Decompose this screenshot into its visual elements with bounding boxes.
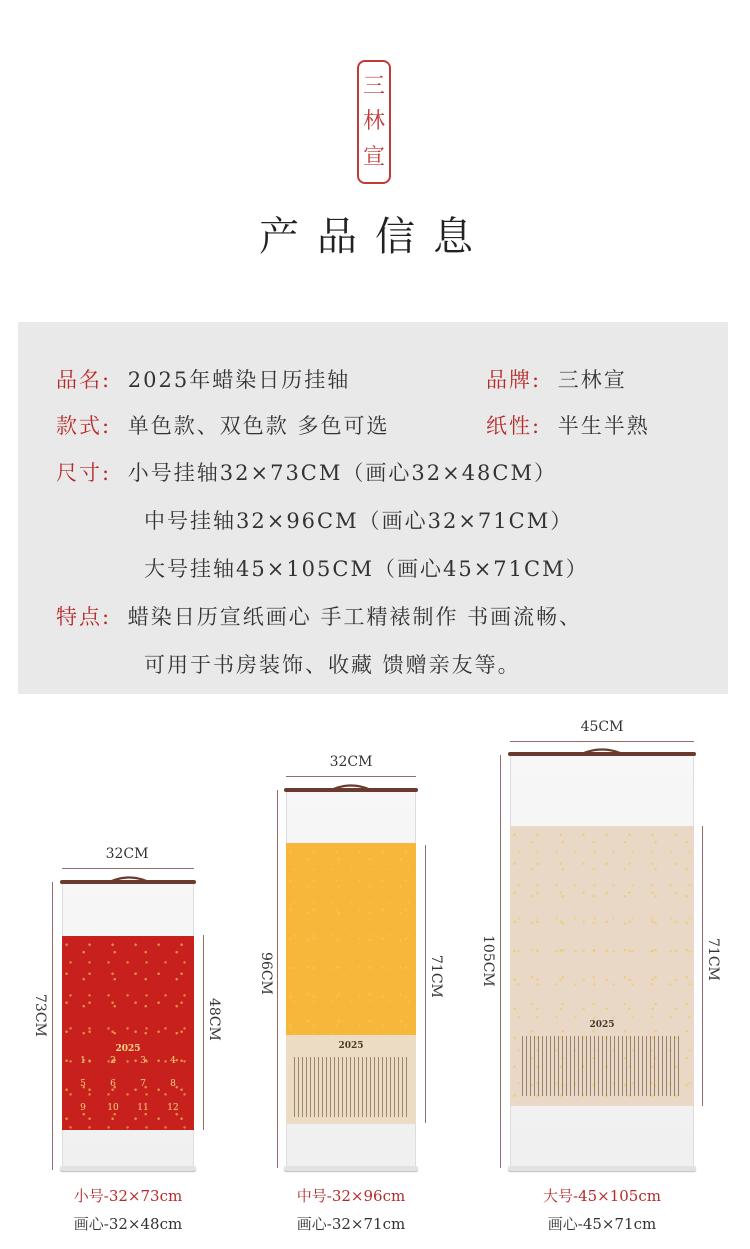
size-row (56, 457, 557, 487)
medium-height-label: 96CM (258, 952, 274, 995)
large-calendar-grid (522, 1036, 682, 1096)
paper-label: 纸性: (486, 414, 542, 438)
style-label: 款式: (56, 414, 112, 438)
feature-line-1: 蜡染日历宣纸画心 手工精裱制作 书画流畅、 (127, 605, 583, 629)
month-9: 9 (80, 1102, 86, 1113)
page-title: 产品信息 (259, 214, 491, 260)
medium-width-label: 32CM (329, 754, 373, 770)
small-core-label: 48CM (206, 998, 222, 1041)
size-label: 尺寸: (56, 461, 112, 485)
feature-line-2: 可用于书房装饰、收藏 馈赠亲友等。 (144, 653, 521, 677)
brand-value: 三林宣 (557, 368, 627, 392)
medium-width-line (286, 776, 416, 777)
name-value: 2025年蜡染日历挂轴 (127, 368, 351, 392)
feature-label: 特点: (56, 605, 112, 629)
small-height-label: 73CM (32, 994, 48, 1037)
large-core-label: 71CM (705, 938, 721, 981)
small-bottom-rod (60, 1166, 196, 1171)
large-bottom-rod (508, 1166, 696, 1171)
paper-value: 半生半熟 (557, 414, 650, 438)
size-medium-row (144, 505, 573, 535)
large-height-line (500, 755, 501, 1168)
small-width-line (62, 868, 194, 869)
seal-char-2: 林 (362, 109, 385, 134)
medium-core-fill (286, 843, 416, 1035)
product-info-panel (18, 322, 728, 694)
month-11: 11 (137, 1102, 149, 1113)
paper-row (486, 410, 650, 440)
medium-caption-size: 中号-32×96cm (296, 1187, 406, 1205)
small-width-label: 32CM (105, 846, 149, 862)
large-scroll-core (510, 826, 694, 1106)
medium-bottom-rod (284, 1166, 418, 1171)
name-label: 品名: (56, 368, 112, 392)
month-6: 6 (110, 1079, 116, 1090)
large-height-label: 105CM (480, 935, 496, 987)
medium-core-line (425, 845, 426, 1123)
large-width-label: 45CM (580, 719, 624, 735)
brand-label: 品牌: (486, 368, 542, 392)
month-1: 1 (80, 1056, 86, 1066)
seal-char-3: 宣 (362, 144, 385, 170)
month-8: 8 (170, 1079, 176, 1090)
style-value: 单色款、双色款 多色可选 (127, 414, 390, 438)
size-large: 大号挂轴45×105CM（画心45×71CM） (144, 557, 589, 581)
feature-line-2-row (144, 649, 521, 679)
medium-calendar-area (286, 1035, 416, 1124)
name-row (56, 364, 350, 394)
month-5: 5 (80, 1079, 86, 1090)
month-10: 10 (107, 1102, 119, 1113)
medium-scroll-core (286, 843, 416, 1124)
month-2: 2 (110, 1056, 116, 1066)
small-height-line (52, 882, 53, 1170)
small-scroll-core (62, 936, 194, 1130)
medium-calendar-grid (294, 1057, 408, 1117)
style-row (56, 410, 389, 440)
size-large-row (144, 553, 589, 583)
medium-height-line (277, 790, 278, 1168)
large-caption-size: 大号-45×105cm (543, 1187, 661, 1205)
month-7: 7 (140, 1079, 146, 1090)
month-3: 3 (140, 1056, 146, 1066)
medium-core-label: 71CM (428, 955, 444, 998)
large-core-line (702, 826, 703, 1106)
small-caption-size: 小号-32×73cm (73, 1187, 183, 1205)
small-core-line (203, 935, 204, 1130)
size-medium: 中号挂轴32×96CM（画心32×71CM） (144, 509, 574, 533)
small-calendar-title: 2025 (115, 1044, 141, 1054)
brand-row (486, 364, 627, 394)
small-calendar-grid (68, 1056, 188, 1126)
seal-char-1: 三 (362, 73, 385, 99)
medium-caption-core: 画心-32×71cm (296, 1215, 406, 1233)
large-width-line (510, 741, 694, 742)
medium-calendar-title: 2025 (338, 1041, 364, 1051)
month-4: 4 (170, 1056, 176, 1066)
size-small: 小号挂轴32×73CM（画心32×48CM） (127, 461, 557, 485)
month-12: 12 (167, 1102, 179, 1113)
brand-seal (357, 60, 391, 184)
large-calendar-title: 2025 (589, 1020, 615, 1030)
small-caption-core: 画心-32×48cm (73, 1215, 183, 1233)
feature-row (56, 601, 582, 631)
large-caption-core: 画心-45×71cm (547, 1215, 657, 1233)
